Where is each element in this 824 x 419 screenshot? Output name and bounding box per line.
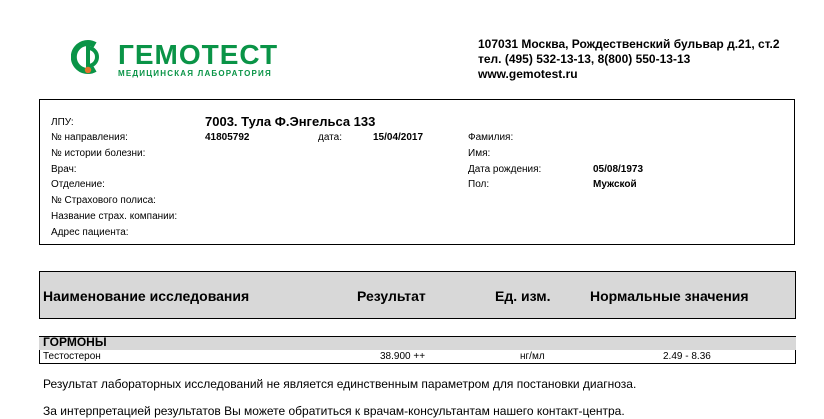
row-result: 38.900 ++	[380, 351, 426, 362]
birth-value: 05/08/1973	[593, 164, 644, 175]
note-diagnosis: Результат лабораторных исследований не является единственным параметром для постановки диагноза.	[43, 377, 637, 391]
patient-address-label: Адрес пациента:	[51, 227, 129, 238]
surname-label: Фамилия:	[468, 132, 514, 143]
insurance-policy-label: № Страхового полиса:	[51, 195, 156, 206]
lab-name: ГЕМОТЕСТ	[118, 39, 279, 70]
date-label: дата:	[318, 132, 342, 143]
lab-subtitle: МЕДИЦИНСКАЯ ЛАБОРАТОРИЯ	[118, 69, 272, 78]
lpu-value: 7003. Тула Ф.Энгельса 133	[205, 114, 376, 129]
sex-label: Пол:	[468, 179, 490, 190]
insurance-company-label: Название страх. компании:	[51, 211, 178, 222]
history-label: № истории болезни:	[51, 148, 146, 159]
birth-label: Дата рождения:	[468, 164, 542, 175]
doctor-label: Врач:	[51, 164, 77, 175]
lab-logo-icon	[71, 39, 105, 75]
lpu-label: ЛПУ:	[51, 117, 74, 128]
header-result: Результат	[357, 288, 426, 304]
department-label: Отделение:	[51, 179, 105, 190]
row-reference: 2.49 - 8.36	[663, 351, 711, 362]
row-unit: нг/мл	[520, 351, 545, 362]
group-title: ГОРМОНЫ	[43, 335, 107, 349]
header-reference: Нормальные значения	[590, 288, 749, 304]
sex-value: Мужской	[593, 179, 637, 190]
referral-label: № направления:	[51, 132, 128, 143]
referral-value: 41805792	[205, 132, 250, 143]
lab-website[interactable]: www.gemotest.ru	[478, 67, 578, 81]
header-name: Наименование исследования	[43, 288, 250, 304]
note-consultation: За интерпретацией результатов Вы можете обратиться к врачам-консультантам нашего контакт-центра.	[43, 404, 625, 418]
lab-phone: тел. (495) 532-13-13, 8(800) 550-13-13	[478, 52, 691, 66]
row-test-name: Тестостерон	[43, 351, 101, 362]
name-label: Имя:	[468, 148, 491, 159]
date-value: 15/04/2017	[373, 132, 424, 143]
header-unit: Ед. изм.	[495, 288, 551, 304]
lab-address: 107031 Москва, Рождественский бульвар д.21, ст.2	[478, 37, 780, 51]
patient-info-box	[39, 99, 795, 245]
group-header	[39, 336, 796, 350]
